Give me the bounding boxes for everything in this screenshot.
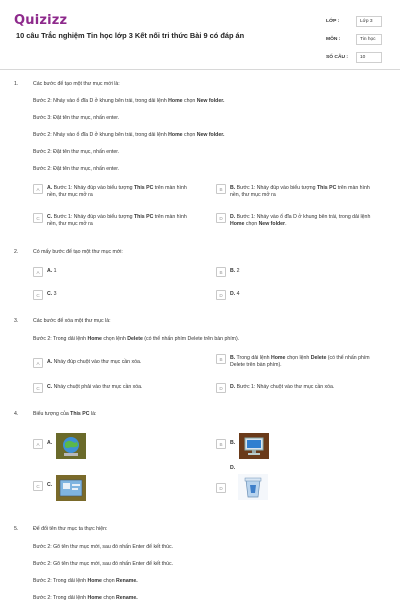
option-text: D. Bước 1: Nháy vào ổ đĩa D ở khung bên trái, trong dải lệnh Home chọn New folder. <box>230 214 371 227</box>
option-letter: B <box>216 267 226 277</box>
recycle-bin-icon <box>238 474 268 500</box>
computer-monitor-icon <box>239 433 269 459</box>
option-letter: D <box>216 383 226 393</box>
question-text: Các bước để xóa một thư mục là: <box>33 318 111 324</box>
page-header <box>0 0 400 70</box>
question-text: Để đổi tên thư mục ta thực hiện: <box>33 526 108 532</box>
question-number: 2. <box>14 249 19 255</box>
page-title: 10 câu Trắc nghiệm Tin học lớp 3 Kết nối tri thức Bài 9 có đáp án <box>16 31 245 40</box>
option-b[interactable] <box>216 185 380 199</box>
question-text: Có mấy bước để tạo một thư mục mới: <box>33 249 123 255</box>
option-letter: B <box>216 354 226 364</box>
option-b[interactable] <box>216 433 269 459</box>
option-c[interactable] <box>33 214 197 228</box>
option-text: B. Bước 1: Nháy đúp vào biểu tượng This PC trên màn hình nền, thư mục mở ra <box>230 185 370 198</box>
option-prefix: C. <box>47 482 53 488</box>
option-d[interactable] <box>216 214 380 228</box>
option-d[interactable] <box>216 465 268 500</box>
option-prefix: B. <box>230 440 236 446</box>
question-line: Bước 2: Đặt tên thư mục, nhấn enter. <box>33 149 120 155</box>
meta-label: LỚP : <box>326 18 340 24</box>
option-letter: C <box>33 290 43 300</box>
meta-value: 10 <box>356 52 382 63</box>
meta-value: Lớp 3 <box>356 16 382 27</box>
option-letter: C <box>33 213 43 223</box>
option-b[interactable] <box>216 268 380 277</box>
option-text: C. 3 <box>47 291 57 297</box>
option-c[interactable] <box>33 475 86 501</box>
option-text: C. Nháy chuột phải vào thư mục cần xóa. <box>47 384 143 390</box>
option-c[interactable] <box>33 384 197 393</box>
option-text: A. 1 <box>47 268 57 274</box>
option-letter: A <box>33 439 43 449</box>
option-prefix: A. <box>47 440 53 446</box>
question-line: Bước 2: Nháy vào ổ đĩa D ở khung bên trái, trong dải lệnh Home chọn New folder. <box>33 98 225 104</box>
question-line: Bước 2: Gõ tên thư mục mới, sau đó nhấn Enter để kết thúc. <box>33 561 174 567</box>
question-line: Bước 2: Đặt tên thư mục, nhấn enter. <box>33 166 120 172</box>
option-d[interactable] <box>216 291 380 300</box>
globe-network-icon <box>56 433 86 459</box>
option-letter: D <box>216 483 226 493</box>
option-letter: A <box>33 267 43 277</box>
question-line: Bước 2: Trong dải lệnh Home chọn Rename. <box>33 578 138 584</box>
question-line: Bước 2: Gõ tên thư mục mới, sau đó nhấn Enter để kết thúc. <box>33 544 174 550</box>
meta-row-count <box>326 48 388 66</box>
option-letter: C <box>33 383 43 393</box>
question-number: 5. <box>14 526 19 532</box>
question-line: Bước 2: Trong dải lệnh Home chọn Rename. <box>33 595 138 600</box>
option-text: A. Nháy đúp chuột vào thư mục cần xóa. <box>47 359 142 365</box>
control-panel-icon <box>56 475 86 501</box>
question-number: 3. <box>14 318 19 324</box>
question-line: Bước 2: Trong dải lệnh Home chọn lệnh Delete (có thể nhấn phím Delete trên bàn phím). <box>33 336 240 342</box>
option-prefix: D. <box>230 465 236 471</box>
meta-value: Tin học <box>356 34 382 45</box>
option-a[interactable] <box>33 359 197 368</box>
option-letter: D <box>216 213 226 223</box>
option-letter: C <box>33 481 43 491</box>
option-a[interactable] <box>33 268 197 277</box>
meta-row-class <box>326 12 388 30</box>
option-letter: A <box>33 184 43 194</box>
option-text: A. Bước 1: Nháy đúp vào biểu tượng This PC trên màn hình nền, thư mục mở ra <box>47 185 187 198</box>
option-letter: B <box>216 439 226 449</box>
question-text: Các bước để tạo một thư mục mới là: <box>33 81 120 87</box>
meta-row-subject <box>326 30 388 48</box>
option-letter: B <box>216 184 226 194</box>
option-letter: A <box>33 358 43 368</box>
option-text: B. Trong dải lệnh Home chọn lệnh Delete (có thể nhấn phím Delete trên bàn phím). <box>230 355 370 368</box>
quizizz-logo: Quizizz <box>14 13 68 28</box>
option-a[interactable] <box>33 185 197 199</box>
option-c[interactable] <box>33 291 197 300</box>
option-b[interactable] <box>216 355 380 369</box>
meta-panel <box>326 12 388 66</box>
option-a[interactable] <box>33 433 86 459</box>
question-number: 4. <box>14 411 19 417</box>
option-d-content <box>230 465 268 500</box>
question-text: Biểu tượng của This PC là: <box>33 411 97 417</box>
meta-label: MÔN : <box>326 36 341 42</box>
option-d[interactable] <box>216 384 380 393</box>
question-line: Bước 3: Đặt tên thư mục, nhấn enter. <box>33 115 120 121</box>
meta-label: SỐ CÂU : <box>326 54 349 60</box>
option-text: D. 4 <box>230 291 240 297</box>
question-line: Bước 2: Nháy vào ổ đĩa D ở khung bên trái, trong dải lệnh Home chọn New folder. <box>33 132 225 138</box>
option-text: D. Bước 1: Nháy chuột vào thư mục cần xóa. <box>230 384 335 390</box>
option-text: B. 2 <box>230 268 240 274</box>
option-text: C. Bước 1: Nháy đúp vào biểu tượng This PC trên màn hình nền, thư mục mở ra <box>47 214 187 227</box>
question-number: 1. <box>14 81 19 87</box>
option-letter: D <box>216 290 226 300</box>
